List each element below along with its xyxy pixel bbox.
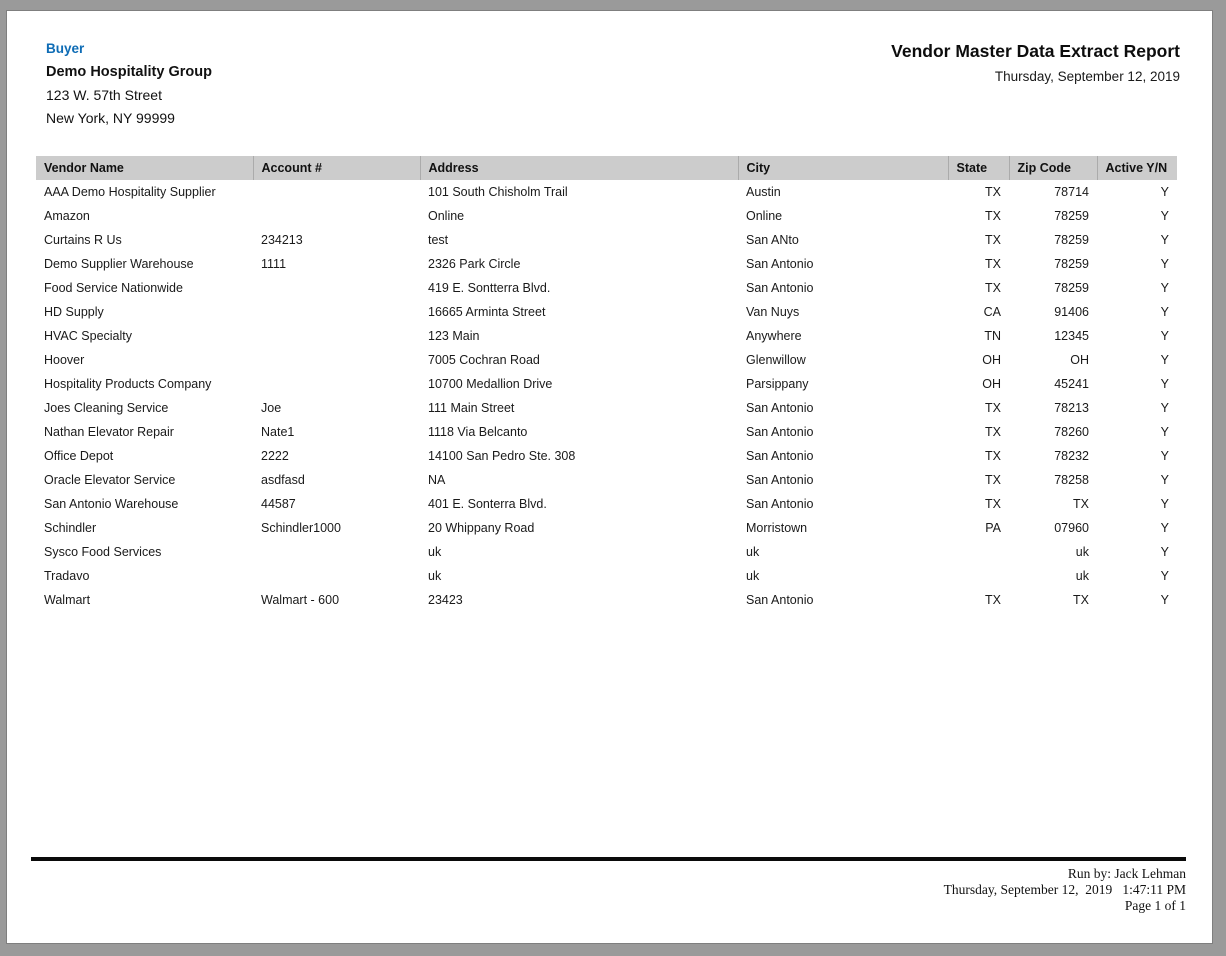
footer-datetime: Thursday, September 12, 2019 1:47:11 PM: [943, 882, 1186, 897]
cell-vendor-name: San Antonio Warehouse: [44, 497, 179, 511]
cell-zip-code: 78259: [1054, 233, 1089, 247]
table-row: [36, 228, 1177, 252]
cell-active: Y: [1160, 329, 1169, 343]
cell-vendor-name: Hospitality Products Company: [44, 377, 212, 391]
vendor-table: [36, 156, 1177, 612]
cell-address: uk: [428, 545, 442, 559]
table-row: [36, 468, 1177, 492]
cell-city: Austin: [746, 185, 781, 199]
column-header-zip-code: Zip Code: [1009, 156, 1097, 180]
company-city-state-zip: New York, NY 99999: [46, 110, 175, 126]
cell-state: [948, 540, 1009, 564]
cell-zip-code: 45241: [1054, 377, 1089, 391]
cell-account: [253, 540, 420, 564]
cell-address: 401 E. Sonterra Blvd.: [428, 497, 547, 511]
cell-state: TX: [985, 473, 1001, 487]
cell-active: Y: [1160, 569, 1169, 583]
table-row: [36, 372, 1177, 396]
column-header-active: Active Y/N: [1097, 156, 1177, 180]
cell-active: Y: [1160, 497, 1169, 511]
cell-vendor-name: Tradavo: [44, 569, 90, 583]
report-footer: [31, 857, 1186, 914]
report-title-block: [891, 41, 1180, 133]
cell-account: [253, 180, 420, 204]
cell-state: TX: [985, 185, 1001, 199]
cell-vendor-name: HD Supply: [44, 305, 104, 319]
cell-account: 234213: [261, 233, 303, 247]
cell-active: Y: [1160, 545, 1169, 559]
cell-active: Y: [1160, 449, 1169, 463]
cell-city: Morristown: [746, 521, 808, 535]
cell-vendor-name: Office Depot: [44, 449, 114, 463]
cell-city: San Antonio: [746, 497, 814, 511]
cell-state: TX: [985, 401, 1001, 415]
cell-account: [253, 300, 420, 324]
cell-vendor-name: Hoover: [44, 353, 85, 367]
cell-zip-code: uk: [1075, 569, 1089, 583]
cell-active: Y: [1160, 377, 1169, 391]
cell-address: 20 Whippany Road: [428, 521, 535, 535]
cell-zip-code: 91406: [1054, 305, 1089, 319]
cell-city: San Antonio: [746, 257, 814, 271]
cell-active: Y: [1160, 233, 1169, 247]
cell-state: TX: [985, 449, 1001, 463]
cell-active: Y: [1160, 185, 1169, 199]
footer-run-by: Run by: Jack Lehman: [1067, 866, 1186, 881]
report-page: [6, 10, 1213, 944]
cell-zip-code: 78258: [1054, 473, 1089, 487]
cell-vendor-name: Demo Supplier Warehouse: [44, 257, 194, 271]
cell-account: [253, 324, 420, 348]
cell-account: [253, 204, 420, 228]
vendor-table-header: [36, 156, 1177, 180]
footer-page-number: Page 1 of 1: [1124, 898, 1186, 913]
buyer-label: Buyer: [46, 41, 85, 56]
cell-city: San Antonio: [746, 593, 814, 607]
cell-city: San Antonio: [746, 473, 814, 487]
cell-address: 23423: [428, 593, 463, 607]
cell-city: San Antonio: [746, 425, 814, 439]
cell-state: TX: [985, 257, 1001, 271]
cell-city: Online: [746, 209, 783, 223]
cell-account: 44587: [261, 497, 296, 511]
cell-zip-code: TX: [1073, 497, 1089, 511]
cell-state: TX: [985, 281, 1001, 295]
cell-zip-code: 78232: [1054, 449, 1089, 463]
cell-address: Online: [428, 209, 465, 223]
cell-account: [253, 372, 420, 396]
cell-address: 101 South Chisholm Trail: [428, 185, 568, 199]
cell-city: Glenwillow: [746, 353, 806, 367]
column-header-address: Address: [420, 156, 738, 180]
column-header-account: Account #: [253, 156, 420, 180]
cell-vendor-name: AAA Demo Hospitality Supplier: [44, 185, 216, 199]
cell-state: [948, 564, 1009, 588]
report-title: Vendor Master Data Extract Report: [891, 41, 1180, 61]
cell-state: OH: [982, 353, 1001, 367]
cell-zip-code: uk: [1075, 545, 1089, 559]
column-header-vendor-name: Vendor Name: [36, 156, 253, 180]
table-row: [36, 540, 1177, 564]
table-row: [36, 420, 1177, 444]
cell-active: Y: [1160, 593, 1169, 607]
cell-account: [253, 564, 420, 588]
table-row: [36, 204, 1177, 228]
cell-state: PA: [985, 521, 1001, 535]
cell-account: [253, 348, 420, 372]
cell-address: 10700 Medallion Drive: [428, 377, 553, 391]
table-row: [36, 588, 1177, 612]
table-row: [36, 348, 1177, 372]
cell-account: Walmart - 600: [261, 593, 340, 607]
cell-address: NA: [428, 473, 446, 487]
cell-active: Y: [1160, 473, 1169, 487]
cell-city: uk: [746, 569, 760, 583]
cell-account: 2222: [261, 449, 289, 463]
cell-vendor-name: Joes Cleaning Service: [44, 401, 169, 415]
cell-zip-code: 78259: [1054, 281, 1089, 295]
table-row: [36, 564, 1177, 588]
buyer-address-block: [40, 41, 212, 133]
cell-address: 1118 Via Belcanto: [428, 425, 528, 439]
cell-vendor-name: Schindler: [44, 521, 97, 535]
cell-zip-code: 12345: [1054, 329, 1089, 343]
cell-vendor-name: Nathan Elevator Repair: [44, 425, 174, 439]
cell-account: asdfasd: [261, 473, 305, 487]
cell-vendor-name: Oracle Elevator Service: [44, 473, 176, 487]
cell-vendor-name: Amazon: [44, 209, 90, 223]
report-date: Thursday, September 12, 2019: [994, 69, 1180, 84]
cell-vendor-name: Food Service Nationwide: [44, 281, 183, 295]
cell-address: 2326 Park Circle: [428, 257, 521, 271]
cell-address: 16665 Arminta Street: [428, 305, 546, 319]
table-row: [36, 252, 1177, 276]
cell-zip-code: TX: [1073, 593, 1089, 607]
cell-active: Y: [1160, 305, 1169, 319]
cell-active: Y: [1160, 257, 1169, 271]
footer-divider-rule: [31, 857, 1186, 861]
cell-zip-code: OH: [1070, 353, 1089, 367]
cell-zip-code: 78714: [1054, 185, 1089, 199]
cell-address: 14100 San Pedro Ste. 308: [428, 449, 576, 463]
cell-address: 419 E. Sontterra Blvd.: [428, 281, 551, 295]
table-row: [36, 444, 1177, 468]
cell-vendor-name: HVAC Specialty: [44, 329, 132, 343]
report-header: [40, 41, 1180, 133]
cell-vendor-name: Sysco Food Services: [44, 545, 162, 559]
cell-zip-code: 78260: [1054, 425, 1089, 439]
cell-active: Y: [1160, 425, 1169, 439]
cell-city: San Antonio: [746, 401, 814, 415]
cell-active: Y: [1160, 401, 1169, 415]
cell-state: TX: [985, 233, 1001, 247]
cell-state: TX: [985, 209, 1001, 223]
cell-state: TX: [985, 497, 1001, 511]
cell-city: San ANto: [746, 233, 799, 247]
cell-active: Y: [1160, 353, 1169, 367]
cell-state: TX: [985, 593, 1001, 607]
table-row: [36, 276, 1177, 300]
cell-zip-code: 78259: [1054, 209, 1089, 223]
column-header-city: City: [738, 156, 948, 180]
table-row: [36, 516, 1177, 540]
cell-active: Y: [1160, 521, 1169, 535]
cell-city: San Antonio: [746, 449, 814, 463]
cell-address: 7005 Cochran Road: [428, 353, 540, 367]
cell-account: Nate1: [261, 425, 295, 439]
cell-address: 123 Main: [428, 329, 480, 343]
cell-state: TX: [985, 425, 1001, 439]
cell-address: uk: [428, 569, 442, 583]
cell-address: test: [428, 233, 449, 247]
cell-zip-code: 78259: [1054, 257, 1089, 271]
table-row: [36, 492, 1177, 516]
cell-address: 111 Main Street: [428, 401, 515, 415]
table-row: [36, 324, 1177, 348]
cell-city: San Antonio: [746, 281, 814, 295]
table-row: [36, 300, 1177, 324]
vendor-table-body: [36, 180, 1177, 612]
cell-city: Anywhere: [746, 329, 802, 343]
cell-account: Joe: [261, 401, 282, 415]
column-header-state: State: [948, 156, 1009, 180]
company-name: Demo Hospitality Group: [46, 64, 212, 80]
cell-zip-code: 07960: [1054, 521, 1089, 535]
cell-vendor-name: Walmart: [44, 593, 91, 607]
cell-zip-code: 78213: [1054, 401, 1089, 415]
table-row: [36, 396, 1177, 420]
cell-city: Parsippany: [746, 377, 809, 391]
cell-city: uk: [746, 545, 760, 559]
cell-account: Schindler1000: [261, 521, 341, 535]
cell-state: OH: [982, 377, 1001, 391]
cell-active: Y: [1160, 209, 1169, 223]
cell-active: Y: [1160, 281, 1169, 295]
cell-account: 1111: [261, 257, 287, 271]
cell-city: Van Nuys: [746, 305, 800, 319]
cell-account: [253, 276, 420, 300]
cell-state: TN: [984, 329, 1001, 343]
table-row: [36, 180, 1177, 204]
cell-vendor-name: Curtains R Us: [44, 233, 122, 247]
cell-state: CA: [983, 305, 1001, 319]
company-street: 123 W. 57th Street: [46, 87, 162, 103]
